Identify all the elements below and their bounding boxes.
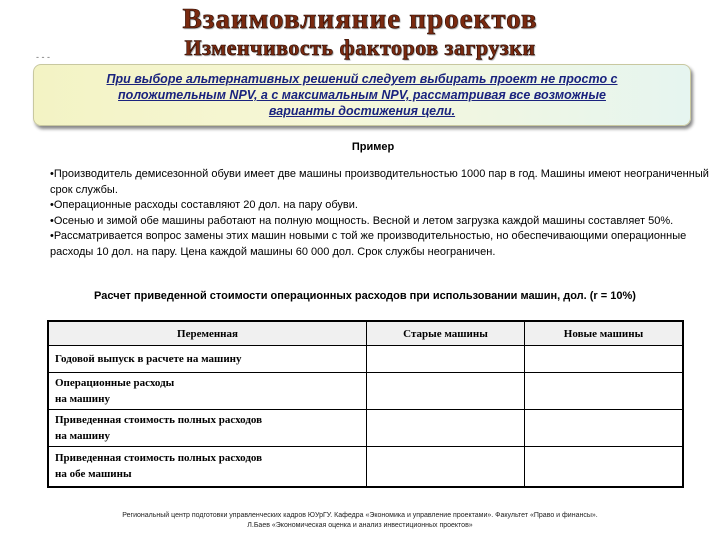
- row-label-line: Приведенная стоимость полных расходов: [55, 414, 263, 426]
- new-value-cell: [525, 346, 684, 373]
- row-label-line: Приведенная стоимость полных расходов: [55, 452, 263, 465]
- new-value-cell: [525, 373, 684, 410]
- paragraph: •Рассматривается вопрос замены этих машин новыми с той же производительностью, но обеспечивающими операционные расходы 10 дол. на пару. Цена каждой машины 60 000 дол. Срок службы неограничен.: [50, 230, 687, 258]
- old-value-cell: [367, 410, 525, 447]
- footer-line: Л.Баев «Экономическая оценка и анализ инвестиционных проектов»: [247, 522, 473, 529]
- old-value-cell: [367, 373, 525, 410]
- table-caption: Расчет приведенной стоимости операционных расходов при использовании машин, дол. (r = 10%): [94, 290, 636, 302]
- callout-line: При выборе альтернативных решений следует выбирать проект не просто с: [106, 72, 618, 86]
- callout-box: [33, 64, 691, 126]
- table-row: [48, 410, 683, 447]
- example-heading: Пример: [351, 141, 395, 153]
- table-row: [48, 346, 683, 373]
- table-header-row: [48, 321, 683, 346]
- new-value-cell: [525, 410, 684, 447]
- row-label-line: Операционные расходы: [55, 377, 175, 389]
- row-label: [48, 346, 367, 373]
- footer: [0, 511, 720, 531]
- row-label-line: Годовой выпуск в расчете на машину: [55, 353, 242, 365]
- row-label-line: на машину: [55, 430, 110, 442]
- callout-line: варианты достижения цели.: [268, 104, 456, 118]
- example-body: [50, 167, 715, 260]
- callout-line: положительным NPV, а с максимальным NPV, рассматривая все возможные: [118, 88, 606, 102]
- new-value-cell: [525, 447, 684, 487]
- row-label: [48, 447, 367, 487]
- header-variable: Переменная: [48, 321, 367, 346]
- header-old-machines: Старые машины: [367, 321, 525, 346]
- slide-subtitle: Изменчивость факторов загрузки: [184, 35, 536, 60]
- table-row: [48, 373, 683, 410]
- row-label-line: на обе машины: [55, 468, 132, 481]
- paragraph: •Операционные расходы составляют 20 дол. на пару обуви.: [50, 199, 358, 211]
- slide-title: Взаимовлияние проектов: [182, 3, 538, 35]
- footer-line: Региональный центр подготовки управленческих кадров ЮУрГУ. Кафедра «Экономика и управление проектами». Факультет «Право и финансы».: [122, 512, 598, 519]
- row-label: [48, 373, 367, 410]
- old-value-cell: [367, 447, 525, 487]
- decorative-dashes: - - -: [36, 52, 50, 62]
- header-new-machines: Новые машины: [525, 321, 684, 346]
- row-label: [48, 410, 367, 447]
- paragraph: •Производитель демисезонной обуви имеет две машины производительностью 1000 пар в год. Машины имеют неограниченный срок службы.: [50, 168, 709, 196]
- cost-table: [47, 320, 684, 488]
- table-row: [48, 447, 683, 487]
- old-value-cell: [367, 346, 525, 373]
- row-label-line: на машину: [55, 393, 110, 405]
- paragraph: •Осенью и зимой обе машины работают на полную мощность. Весной и летом загрузка каждой машины составляет 50%.: [50, 214, 674, 227]
